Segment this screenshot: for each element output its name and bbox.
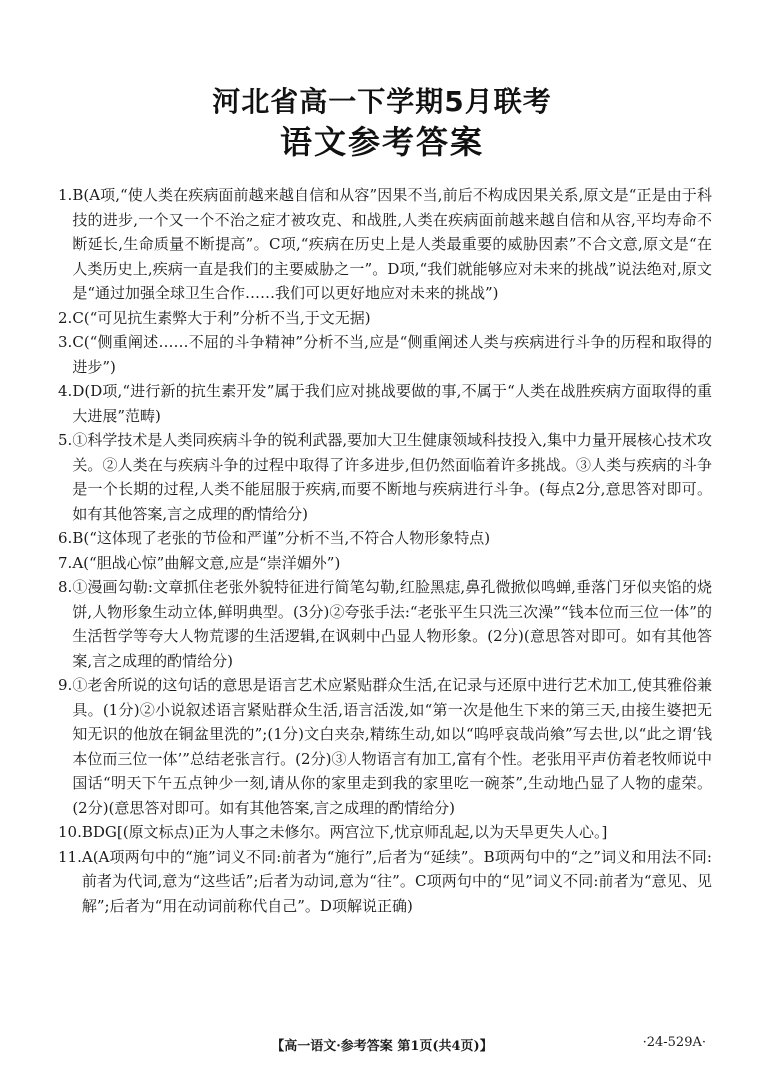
answer-item-6 [58,526,712,551]
answer-number: 9. [58,676,73,694]
document-title: 河北省高一下学期5月联考 [212,85,552,118]
answer-text: ①科学技术是人类同疾病斗争的锐利武器,要加大卫生健康领域科技投入,集中力量开展核心技术攻关。②人类在与疾病斗争的过程中取得了许多进步,但仍然面临着许多挑战。③人类与疾病的斗争是一个长期的过程,人类不能屈服于疾病,而要不断地与疾病进行斗争。(每点2分,意思答对即可。如有其他答案,言之成理的酌情给分) [72,431,712,523]
answer-item-10 [58,820,712,845]
answer-item-8 [58,575,712,673]
answer-number: 6. [58,529,73,547]
answer-text: A(“胆战心惊”曲解文意,应是“崇洋媚外”) [72,553,341,572]
page-footer [0,1035,764,1055]
document-subtitle: 语文参考答案 [279,123,484,161]
answer-item-7 [58,551,712,576]
answer-text: ①老舍所说的这句话的意思是语言艺术应紧贴群众生活,在记录与还原中进行艺术加工,使其雅俗兼具。(1分)②小说叙述语言紧贴群众生活,语言活泼,如“第一次是他生下来的第三天,由接生婆把无知无识的他放在铜盆里洗的”;(1分)文白夹杂,精练生动,如以“呜呼哀哉尚飨”写去世,以“此之谓‘钱本位而三位一体’”总结老张言行。(2分)③人物语言有加工,富有个性。老张用平声仿着老牧师说中国话“明天下午五点钟少一刻,请从你的家里走到我的家里吃一碗茶”,生动地凸显了人物的虚荣。(2分)(意思答对即可。如有其他答案,言之成理的酌情给分) [72,676,712,817]
answer-number: 11. [58,847,82,866]
answer-number: 4. [58,382,73,400]
answer-text: BDG[(原文标点)正为人事之未修尔。两宫泣下,忧京师乱起,以为天旱更失人心。] [81,823,608,841]
answers-list [58,183,712,918]
answer-text: ①漫画勾勒:文章抓住老张外貌特征进行简笔勾勒,红脸黑痣,鼻孔微掀似鸣蝉,垂落门牙似夹馅的烧饼,人物形象生动立体,鲜明典型。(3分)②夸张手法:“老张平生只洗三次澡”“钱本位而三位一体”的生活哲学等夸大人物荒谬的生活逻辑,在讽刺中凸显人物形象。(2分)(意思答对即可。如有其他答案,言之成理的酌情给分) [72,578,712,670]
footer-doc-code: ·24-529A· [642,1035,706,1050]
answer-number: 1. [58,186,73,204]
answer-number: 3. [58,333,73,351]
answer-number: 7. [58,553,73,572]
answer-text: B(“这体现了老张的节俭和严谨”分析不当,不符合人物形象特点) [72,529,491,547]
answer-number: 2. [58,308,73,327]
answer-item-4 [58,379,712,428]
answer-item-5 [58,428,712,526]
answer-item-11 [58,845,712,919]
answer-item-3 [58,330,712,379]
answer-text: C(“侧重阐述……不屈的斗争精神”分析不当,应是“侧重阐述人类与疾病进行斗争的历程和取得的进步”) [72,333,712,376]
answer-number: 10. [58,823,82,841]
answer-text: A(A项两句中的“施”词义不同:前者为“施行”,后者为“延续”。B项两句中的“之”词义和用法不同:前者为代词,意为“这些话”;后者为动词,意为“往”。C项两句中的“见”词义不同:前者为“意见、见解”;后者为“用在动词前称代自己”。D项解说正确) [81,847,712,915]
answer-text: D(D项,“进行新的抗生素开发”属于我们应对挑战要做的事,不属于“人类在战胜疾病方面取得的重大进展”范畴) [72,382,712,425]
footer-page-info: 【高一语文·参考答案 第1页(共4页)】 [271,1039,493,1054]
answer-text: B(A项,“使人类在疾病面前越来越自信和从容”因果不当,前后不构成因果关系,原文是“正是由于科技的进步,一个又一个不治之症才被攻克、和战胜,人类在疾病面前越来越自信和从容,平均寿命不断延长,生命质量不断提高”。C项,“疾病在历史上是人类最重要的威胁因素”不合文意,原文是“在人类历史上,疾病一直是我们的主要威胁之一”。D项,“我们就能够应对未来的挑战”说法绝对,原文是“通过加强全球卫生合作……我们可以更好地应对未来的挑战”) [72,186,712,302]
answer-item-9 [58,673,712,820]
answer-number: 8. [58,578,73,596]
answer-item-1 [58,183,712,306]
answer-text: C(“可见抗生素弊大于利”分析不当,于文无据) [72,308,371,327]
answer-item-2 [58,306,712,331]
answer-number: 5. [58,431,73,449]
